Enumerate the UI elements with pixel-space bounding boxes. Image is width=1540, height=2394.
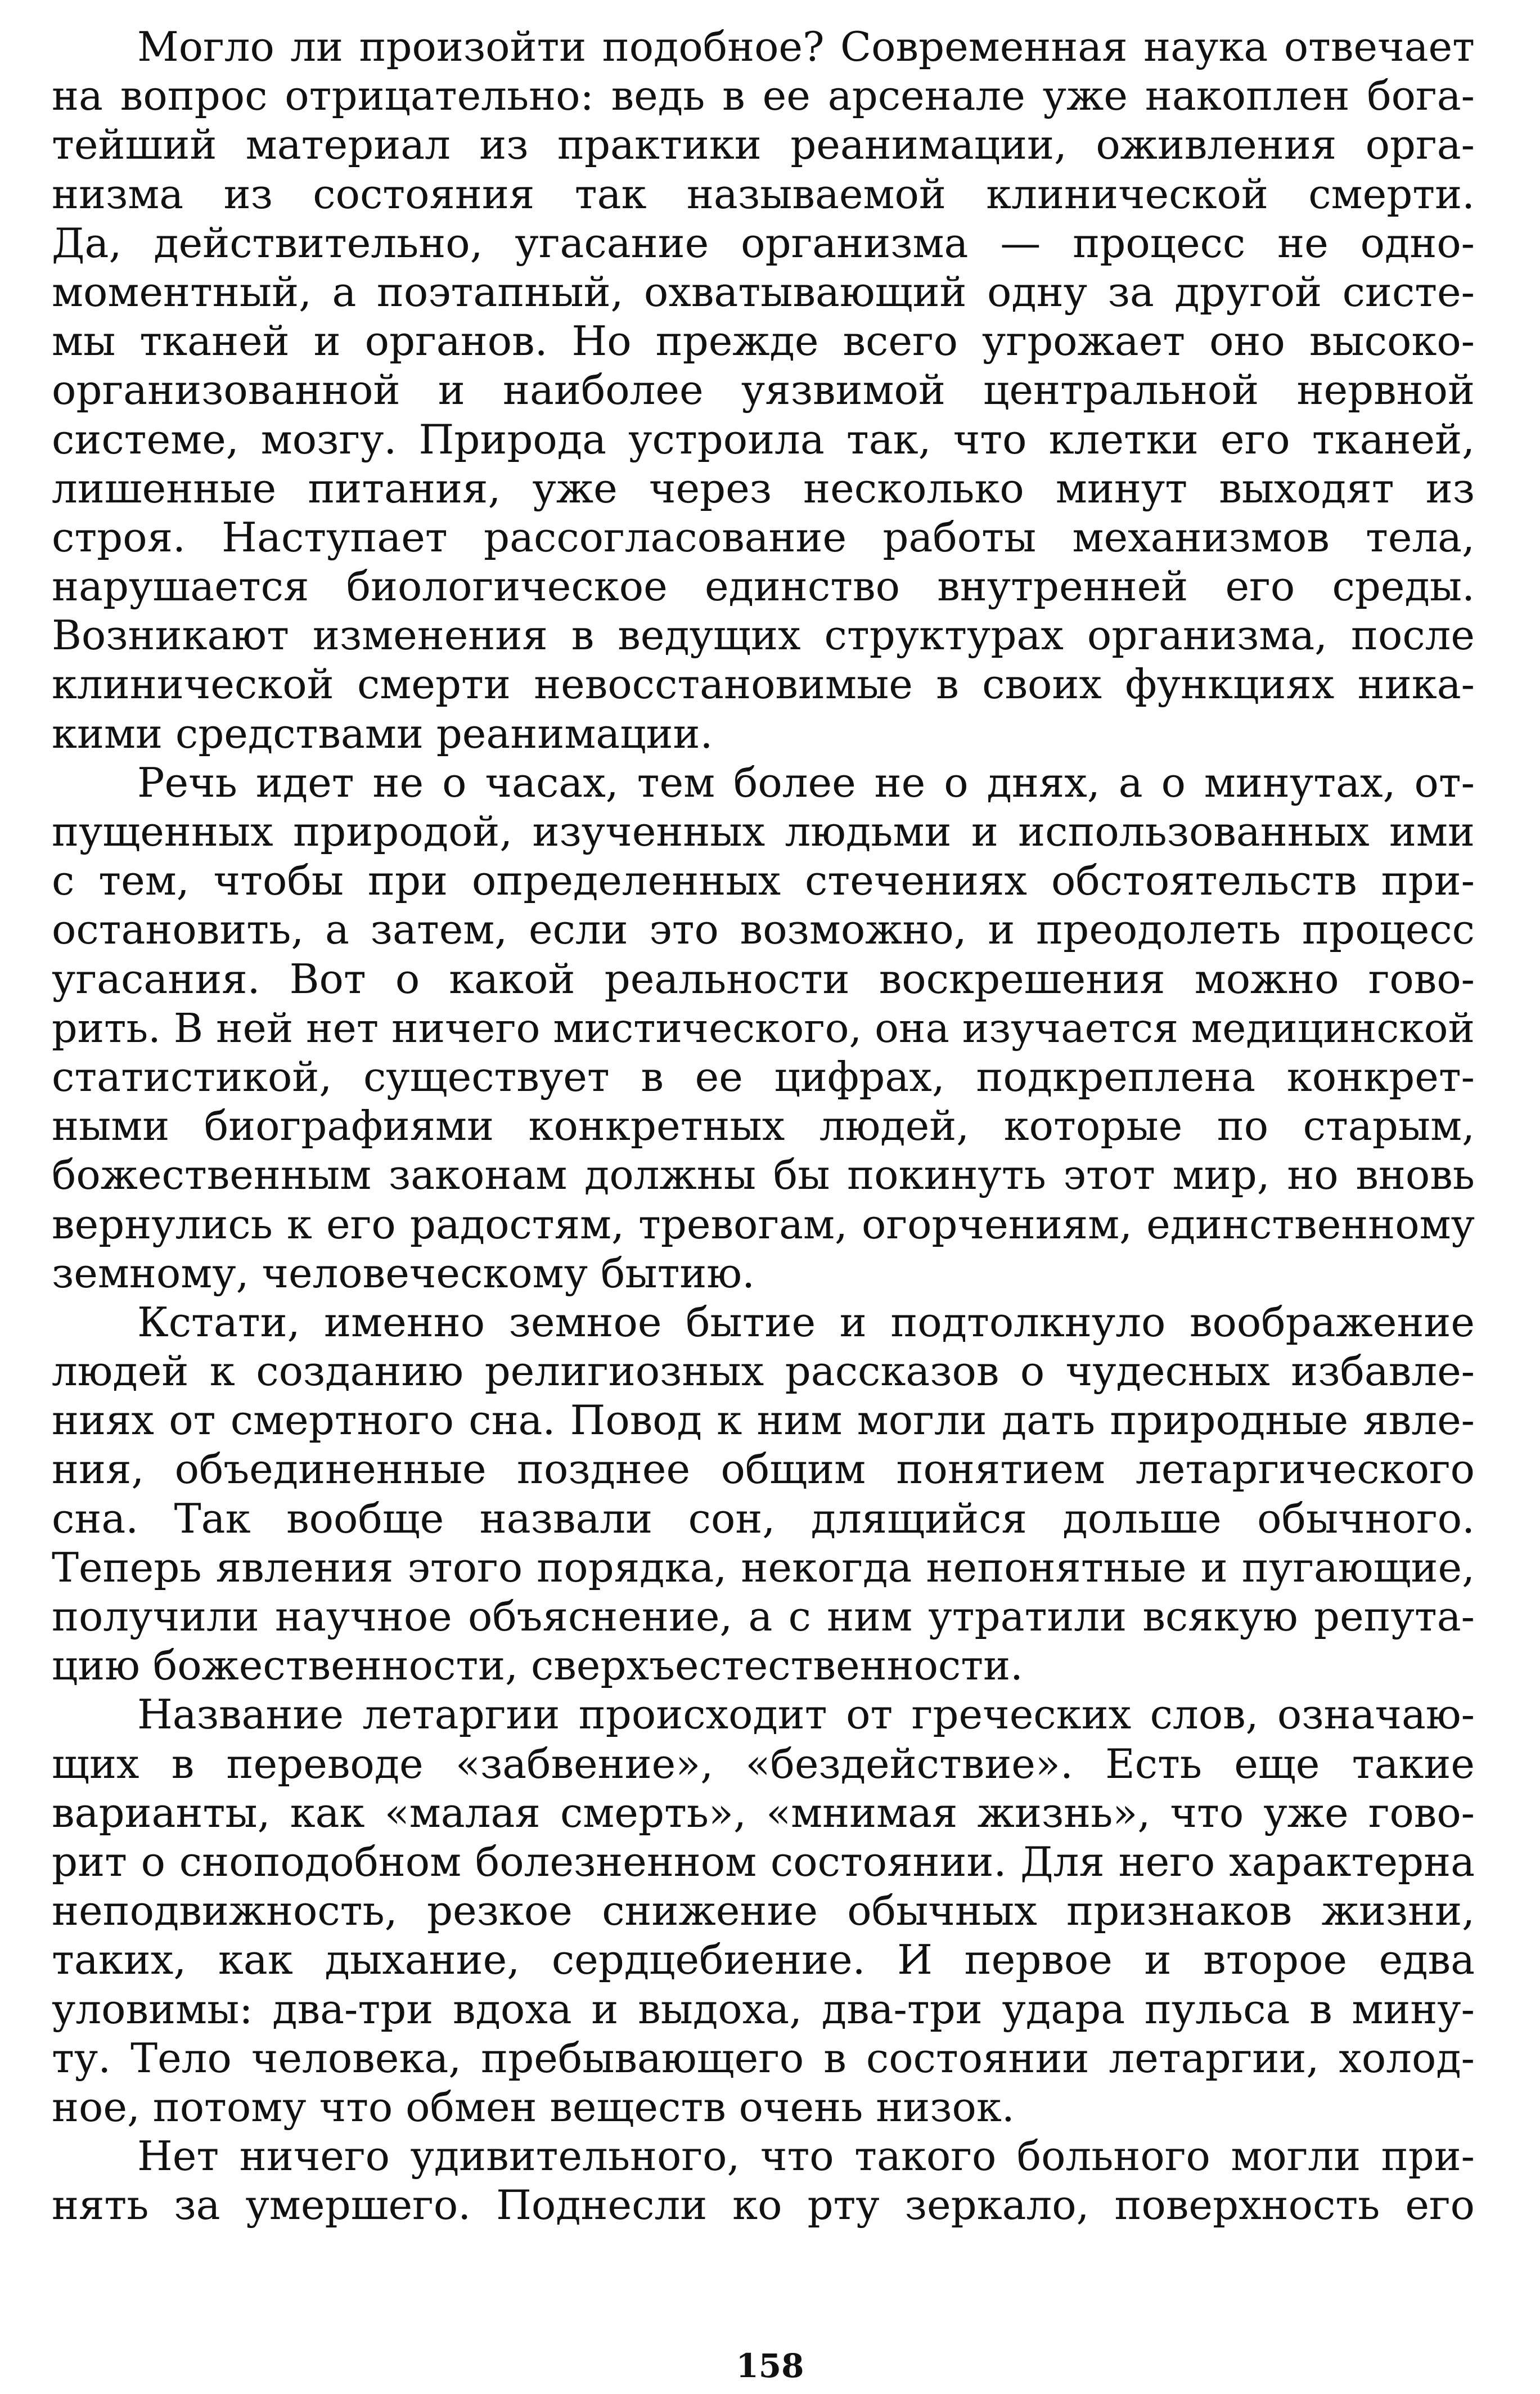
text-line: рит о снoподобном болезненном состоянии. Для него характерна bbox=[52, 1838, 1475, 1885]
text-line: ное, потому что обмен веществ очень низок. bbox=[52, 2083, 1015, 2131]
text-line: нять за умершего. Поднесли ко рту зеркало, поверхность его bbox=[52, 2181, 1475, 2229]
text-line: с тем, чтобы при определенных стечениях обстоятельств при- bbox=[52, 857, 1475, 905]
text-line: нарушается биологическое единство внутренней его среды. bbox=[52, 563, 1475, 610]
text-line: рить. В ней нет ничего мистического, она изучается медицинской bbox=[52, 1004, 1475, 1052]
page-number: 158 bbox=[736, 2347, 804, 2385]
text-line: ния, объединенные позднее общим понятием летаргического bbox=[52, 1445, 1475, 1493]
text-line: Да, действительно, угасание организма — процесс не одно- bbox=[52, 219, 1475, 267]
text-line: уловимы: два-три вдоха и выдоха, два-три удара пульса в мину- bbox=[52, 1985, 1475, 2033]
text-line: на вопрос отрицательно: ведь в ее арсенале уже накоплен бога- bbox=[52, 72, 1475, 120]
text-line: Кстати, именно земное бытие и подтолкнуло воображение bbox=[137, 1298, 1475, 1346]
paragraph bbox=[52, 758, 1475, 1298]
document-page bbox=[52, 23, 1475, 2341]
text-line: Теперь явления этого порядка, некогда непонятные и пугающие, bbox=[52, 1543, 1475, 1591]
text-line: остановить, а затем, если это возможно, и преодолеть процесс bbox=[52, 906, 1475, 954]
text-line: сна. Так вообще назвали сон, длящийся дольше обычного. bbox=[52, 1494, 1475, 1542]
text-line: божественным законам должны бы покинуть этот мир, но вновь bbox=[52, 1151, 1475, 1199]
text-line: цию божественности, сверхъестественности. bbox=[52, 1642, 1023, 1690]
text-line: организованной и наиболее уязвимой центральной нервной bbox=[52, 366, 1475, 414]
text-line: моментный, а поэтапный, охватывающий одну за другой систе- bbox=[52, 268, 1475, 316]
text-line: неподвижность, резкое снижение обычных признаков жизни, bbox=[52, 1887, 1475, 1935]
paragraph bbox=[52, 1298, 1475, 1691]
text-line: пущенных природой, изученных людьми и использованных ими bbox=[52, 808, 1475, 855]
text-line: тейший материал из практики реанимации, оживления орга- bbox=[52, 121, 1475, 169]
text-line: статистикой, существует в ее цифрах, подкреплена конкрет- bbox=[52, 1053, 1475, 1101]
text-line: вернулись к его радостям, тревогам, огорчениям, единственному bbox=[52, 1200, 1475, 1248]
text-line: ниях от смертного сна. Повод к ним могли дать природные явле- bbox=[52, 1396, 1475, 1444]
text-line: мы тканей и органов. Но прежде всего угрожает оно высоко- bbox=[52, 317, 1475, 365]
text-line: Речь идет не о часах, тем более не о днях, а о минутах, от- bbox=[137, 758, 1475, 806]
text-line: варианты, как «малая смерть», «мнимая жизнь», что уже гово- bbox=[52, 1789, 1475, 1836]
text-line: земному, человеческому бытию. bbox=[52, 1249, 755, 1297]
text-line: людей к созданию религиозных рассказов о чудесных избавле- bbox=[52, 1348, 1475, 1395]
text-line: низма из состояния так называемой клинической смерти. bbox=[52, 170, 1475, 218]
paragraph bbox=[52, 2132, 1475, 2230]
text-line: получили научное объяснение, а с ним утратили всякую репута- bbox=[52, 1593, 1475, 1640]
paragraph bbox=[52, 23, 1475, 758]
text-line: Название летаргии происходит от греческих слов, означаю- bbox=[137, 1691, 1475, 1739]
text-line: Возникают изменения в ведущих структурах организма, после bbox=[52, 612, 1475, 659]
text-line: таких, как дыхание, сердцебиение. И первое и второе едва bbox=[52, 1936, 1475, 1984]
text-line: ными биографиями конкретных людей, которые по старым, bbox=[52, 1102, 1475, 1150]
paragraph bbox=[52, 1690, 1475, 2132]
text-line: щих в переводе «забвение», «бездействие». Есть еще такие bbox=[52, 1740, 1475, 1787]
text-line: системе, мозгу. Природа устроила так, что клетки его тканей, bbox=[52, 415, 1475, 463]
text-line: кими средствами реанимации. bbox=[52, 709, 713, 757]
text-line: Могло ли произойти подобное? Современная наука отвечает bbox=[137, 23, 1475, 70]
text-line: лишенные питания, уже через несколько минут выходят из bbox=[52, 464, 1475, 512]
text-line: ту. Тело человека, пребывающего в состоянии летаргии, холод- bbox=[52, 2034, 1475, 2082]
text-line: строя. Наступает рассогласование работы механизмов тела, bbox=[52, 513, 1475, 561]
text-line: угасания. Вот о какой реальности воскрешения можно гово- bbox=[52, 955, 1475, 1003]
text-body bbox=[52, 23, 1475, 2230]
text-line: Нет ничего удивительного, что такого больного могли при- bbox=[137, 2132, 1475, 2180]
text-line: клинической смерти невосстановимые в своих функциях ника- bbox=[52, 661, 1475, 708]
